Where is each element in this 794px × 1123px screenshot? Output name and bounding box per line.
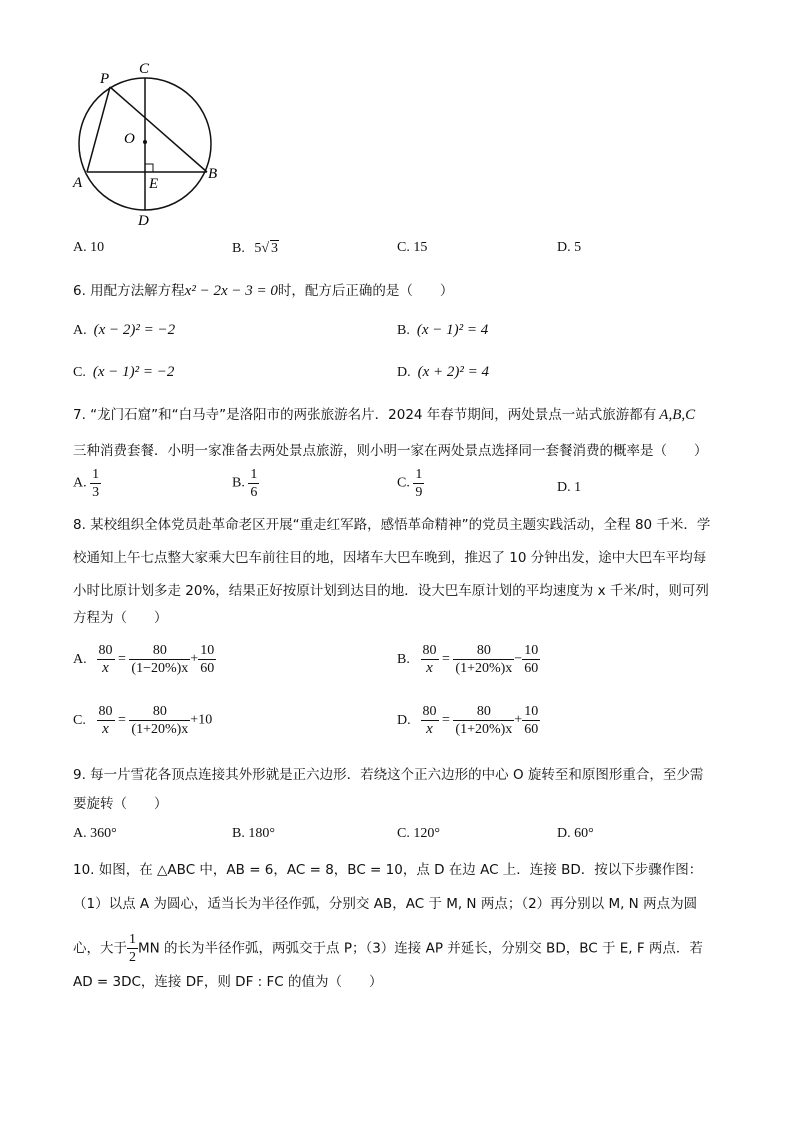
chord-pb [110, 87, 207, 172]
q7-line1 [73, 405, 695, 425]
q7-line1-text: 7. “龙门石窟”和“白马寺”是洛阳市的两张旅游名片．2024 年春节期间，两处景点一站式旅游都有 [73, 407, 657, 423]
q7-line1-math: A,B,C [659, 407, 696, 423]
q7-line2: 三种消费套餐．小明一家准备去两处景点旅游，则小明一家在两处景点选择同一套餐消费的概率是（ ） [73, 443, 708, 459]
q7-option-c[interactable]: C. $\frac{1}{9}$ [397, 467, 423, 500]
q5-option-b-coef: 5 [254, 241, 262, 256]
q7-option-a-frac: $\frac{1}{3}$ [92, 467, 100, 500]
q7-option-a[interactable]: A. $\frac{1}{3}$ [73, 467, 100, 500]
label-a: A [73, 175, 83, 191]
q8-option-d[interactable]: D. $\frac{80}{x}$ = $\frac{80}{(1+20\%)x}$ + $\frac{10}{60}$ [397, 704, 539, 737]
q6-option-d-eq: (x + 2)² = 4 [417, 364, 490, 380]
q7-option-b-frac: $\frac{1}{6}$ [250, 467, 258, 500]
q8-option-c[interactable]: C. $\frac{80}{x}$ = $\frac{80}{(1+20\%)x}$ +10 [73, 704, 213, 737]
q6-option-c-eq: (x − 1)² = −2 [92, 364, 175, 380]
label-o: O [124, 131, 135, 147]
label-d: D [138, 213, 149, 229]
q8-line3: 小时比原计划多走 20%，结果正好按原计划到达目的地．设大巴车原计划的平均速度为 x 千米/时，则可列 [73, 583, 709, 599]
q5-option-a[interactable]: A. 10 [73, 240, 105, 255]
q5-option-b-radicand: 3 [271, 241, 279, 256]
q10-half-frac: $\frac{1}{2}$ [129, 932, 136, 965]
q9-option-a[interactable]: A. 360° [73, 826, 117, 841]
q9-option-c[interactable]: C. 120° [397, 826, 440, 841]
label-c: C [139, 61, 150, 77]
q8-line1: 8. 某校组织全体党员赴革命老区开展“重走红军路，感悟革命精神”的党员主题实践活动，全程 80 千米．学 [73, 517, 711, 533]
q8-line4: 方程为（ ） [73, 610, 168, 626]
q8-line2: 校通知上午七点整大家乘大巴车前往目的地，因堵车大巴车晚到，推迟了 10 分钟出发，途中大巴车平均每 [73, 550, 707, 566]
q6-option-c[interactable]: C. (x − 1)² = −2 [73, 364, 175, 380]
sqrt-sign: √ [261, 241, 270, 256]
q7-option-d[interactable]: D. 1 [557, 480, 582, 495]
q5-option-d[interactable]: D. 5 [557, 240, 582, 255]
q6-stem-suffix: 时，配方后正确的是（ ） [277, 283, 454, 299]
q6-option-b[interactable]: B. (x − 1)² = 4 [397, 322, 489, 338]
q6-equation: x² − 2x − 3 = 0 [184, 283, 278, 299]
q6-option-b-eq: (x − 1)² = 4 [416, 322, 489, 338]
q6-stem [73, 281, 453, 301]
q5-option-c[interactable]: C. 15 [397, 240, 428, 255]
geometry-figure [60, 55, 240, 235]
label-e: E [149, 176, 159, 192]
q6-option-a-eq: (x − 2)² = −2 [93, 322, 176, 338]
q8-option-b[interactable]: B. $\frac{80}{x}$ = $\frac{80}{(1+20\%)x}$ − $\frac{10}{60}$ [397, 643, 539, 676]
q6-option-a[interactable]: A. (x − 2)² = −2 [73, 322, 176, 338]
q6-option-d[interactable]: D. (x + 2)² = 4 [397, 364, 490, 380]
center-dot [143, 140, 147, 144]
q9-line2: 要旋转（ ） [73, 796, 168, 812]
q8-option-a[interactable]: A. $\frac{80}{x}$ = $\frac{80}{(1-20\%)x}$ + $\frac{10}{60}$ [73, 643, 215, 676]
q10-line4: AD = 3DC，连接 DF，则 DF : FC 的值为（ ） [73, 974, 383, 990]
label-p: P [100, 71, 110, 87]
q7-option-b[interactable]: B. $\frac{1}{6}$ [232, 467, 258, 500]
q10-line3-pre: 心，大于 [73, 940, 127, 957]
chord-pa [87, 87, 110, 172]
q9-option-d[interactable]: D. 60° [557, 826, 594, 841]
q7-option-c-frac: $\frac{1}{9}$ [415, 467, 423, 500]
q5-option-b[interactable] [232, 240, 279, 257]
q9-line1: 9. 每一片雪花各顶点连接其外形就是正六边形．若绕这个正六边形的中心 O 旋转至和原图形重合，至少需 [73, 767, 704, 783]
q10-line3-post: MN 的长为半径作弧，两弧交于点 P；（3）连接 AP 并延长，分别交 BD，BC 于 E, F 两点．若 [138, 940, 703, 957]
q10-line2: （1）以点 A 为圆心，适当长为半径作弧，分别交 AB，AC 于 M, N 两点；（2）再分别以 M, N 两点为圆 [73, 896, 698, 912]
q10-line3 [73, 931, 703, 966]
right-angle-mark [145, 164, 153, 172]
q6-stem-prefix: 6. 用配方法解方程 [73, 283, 185, 299]
q10-line1: 10. 如图，在 △ABC 中，AB = 6，AC = 8，BC = 10，点 D 在边 AC 上．连接 BD．按以下步骤作图： [73, 862, 703, 878]
q5-option-b-label: B. [232, 241, 245, 256]
label-b: B [208, 166, 218, 182]
q9-option-b[interactable]: B. 180° [232, 826, 275, 841]
